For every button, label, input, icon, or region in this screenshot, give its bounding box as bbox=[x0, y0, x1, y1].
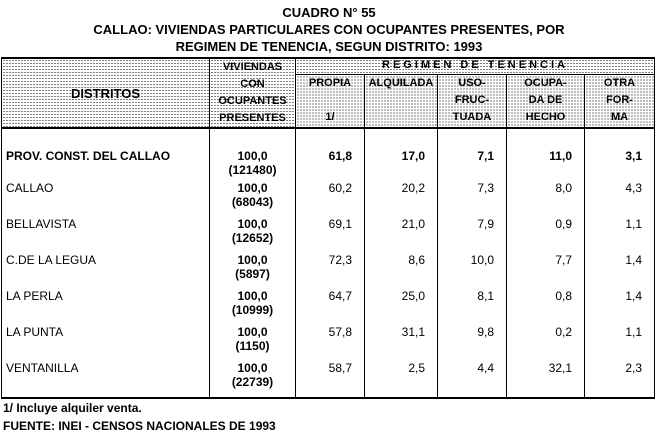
cell-total-count: (12652) bbox=[231, 231, 274, 245]
header-regimen: REGIMEN DE TENENCIA bbox=[296, 58, 655, 75]
cell-distrito: LA PERLA bbox=[2, 289, 210, 325]
footnote: 1/ Incluye alquiler venta. bbox=[3, 401, 142, 415]
cell-total bbox=[210, 217, 296, 253]
header-distritos: DISTRITOS bbox=[2, 58, 210, 128]
cell-total-pct: 100,0 bbox=[237, 253, 268, 267]
header-alquilada-line: ALQUILADA bbox=[368, 77, 434, 89]
cell-total-count: (5897) bbox=[235, 267, 270, 281]
cell-total-pct: 100,0 bbox=[237, 181, 268, 195]
header-usufructuada-line: FRUC- bbox=[454, 94, 490, 106]
cell-total-pct: 100,0 bbox=[237, 361, 268, 375]
header-otra bbox=[585, 75, 655, 129]
header-ocupada-line: OCUPA- bbox=[524, 77, 567, 89]
cell-total-count: (68043) bbox=[231, 195, 274, 209]
table-title-line-1: CALLAO: VIVIENDAS PARTICULARES CON OCUPANTES PRESENTES, POR bbox=[93, 22, 565, 37]
cell-propia: 57,8 bbox=[296, 325, 365, 361]
cell-propia: 69,1 bbox=[296, 217, 365, 253]
table-number: CUADRO N° 55 bbox=[282, 5, 376, 20]
header-usufructuada-line: USO- bbox=[458, 77, 486, 89]
header-usufructuada-line: TUADA bbox=[452, 111, 492, 123]
cell-otra: 3,1 bbox=[585, 128, 655, 181]
cell-total bbox=[210, 325, 296, 361]
cell-usufructuada: 7,3 bbox=[438, 181, 507, 217]
cell-total-count: (22739) bbox=[231, 375, 274, 389]
header-propia-note: 1/ bbox=[325, 111, 335, 123]
cell-otra: 1,1 bbox=[585, 217, 655, 253]
header-alquilada bbox=[365, 75, 438, 129]
cell-propia: 58,7 bbox=[296, 361, 365, 398]
cell-distrito: PROV. CONST. DEL CALLAO bbox=[2, 128, 210, 181]
cell-propia: 61,8 bbox=[296, 128, 365, 181]
cell-alquilada: 8,6 bbox=[365, 253, 438, 289]
cell-ocupada: 11,0 bbox=[507, 128, 585, 181]
table-row bbox=[2, 361, 655, 398]
cell-ocupada: 7,7 bbox=[507, 253, 585, 289]
cell-usufructuada: 10,0 bbox=[438, 253, 507, 289]
cell-usufructuada: 7,1 bbox=[438, 128, 507, 181]
cell-usufructuada: 4,4 bbox=[438, 361, 507, 398]
cell-total-count: (10999) bbox=[231, 303, 274, 317]
cell-distrito: LA PUNTA bbox=[2, 325, 210, 361]
table-row bbox=[2, 289, 655, 325]
cell-usufructuada: 8,1 bbox=[438, 289, 507, 325]
cell-total-count: (121480) bbox=[228, 163, 277, 177]
table-row bbox=[2, 128, 655, 181]
cell-ocupada: 32,1 bbox=[507, 361, 585, 398]
cell-propia: 60,2 bbox=[296, 181, 365, 217]
cell-total bbox=[210, 181, 296, 217]
cell-alquilada: 17,0 bbox=[365, 128, 438, 181]
cell-total-pct: 100,0 bbox=[237, 289, 268, 303]
header-usufructuada bbox=[438, 75, 507, 129]
cell-total-count: (1150) bbox=[235, 339, 270, 353]
cell-otra: 1,4 bbox=[585, 253, 655, 289]
cell-usufructuada: 7,9 bbox=[438, 217, 507, 253]
header-viviendas-line: CON bbox=[240, 78, 265, 90]
cell-alquilada: 31,1 bbox=[365, 325, 438, 361]
cell-total bbox=[210, 361, 296, 398]
header-otra-line: MA bbox=[610, 111, 629, 123]
header-ocupada-line: DA DE bbox=[528, 94, 563, 106]
header-ocupada bbox=[507, 75, 585, 129]
cell-otra: 1,4 bbox=[585, 289, 655, 325]
cell-alquilada: 20,2 bbox=[365, 181, 438, 217]
header-otra-line: OTRA bbox=[603, 77, 636, 89]
source-note: FUENTE: INEI - CENSOS NACIONALES DE 1993 bbox=[3, 419, 276, 433]
cell-distrito: CALLAO bbox=[2, 181, 210, 217]
header-propia-line: PROPIA bbox=[308, 77, 352, 89]
cell-ocupada: 0,9 bbox=[507, 217, 585, 253]
cell-distrito: VENTANILLA bbox=[2, 361, 210, 398]
cell-propia: 72,3 bbox=[296, 253, 365, 289]
cell-total bbox=[210, 128, 296, 181]
cell-otra: 4,3 bbox=[585, 181, 655, 217]
cell-otra: 2,3 bbox=[585, 361, 655, 398]
cell-alquilada: 25,0 bbox=[365, 289, 438, 325]
cell-alquilada: 21,0 bbox=[365, 217, 438, 253]
cell-total bbox=[210, 289, 296, 325]
cell-total-pct: 100,0 bbox=[237, 149, 268, 163]
table-row bbox=[2, 181, 655, 217]
table-title-line-2: REGIMEN DE TENENCIA, SEGUN DISTRITO: 1993 bbox=[175, 39, 483, 54]
header-otra-line: FOR- bbox=[606, 94, 633, 106]
table-row bbox=[2, 325, 655, 361]
cell-total bbox=[210, 253, 296, 289]
header-ocupada-line: HECHO bbox=[525, 111, 566, 123]
cell-ocupada: 0,8 bbox=[507, 289, 585, 325]
cell-total-pct: 100,0 bbox=[237, 325, 268, 339]
cell-alquilada: 2,5 bbox=[365, 361, 438, 398]
header-viviendas-line: VIVIENDAS bbox=[222, 61, 283, 73]
header-viviendas-line: PRESENTES bbox=[219, 112, 286, 124]
table-row bbox=[2, 253, 655, 289]
cell-total-pct: 100,0 bbox=[237, 217, 268, 231]
cell-ocupada: 0,2 bbox=[507, 325, 585, 361]
header-propia bbox=[296, 75, 365, 129]
cell-usufructuada: 9,8 bbox=[438, 325, 507, 361]
tenure-table bbox=[1, 57, 655, 399]
header-viviendas bbox=[210, 58, 296, 128]
table-row bbox=[2, 217, 655, 253]
cell-distrito: BELLAVISTA bbox=[2, 217, 210, 253]
cell-otra: 1,1 bbox=[585, 325, 655, 361]
cell-propia: 64,7 bbox=[296, 289, 365, 325]
cell-distrito: C.DE LA LEGUA bbox=[2, 253, 210, 289]
cell-ocupada: 8,0 bbox=[507, 181, 585, 217]
header-viviendas-line: OCUPANTES bbox=[218, 95, 287, 107]
